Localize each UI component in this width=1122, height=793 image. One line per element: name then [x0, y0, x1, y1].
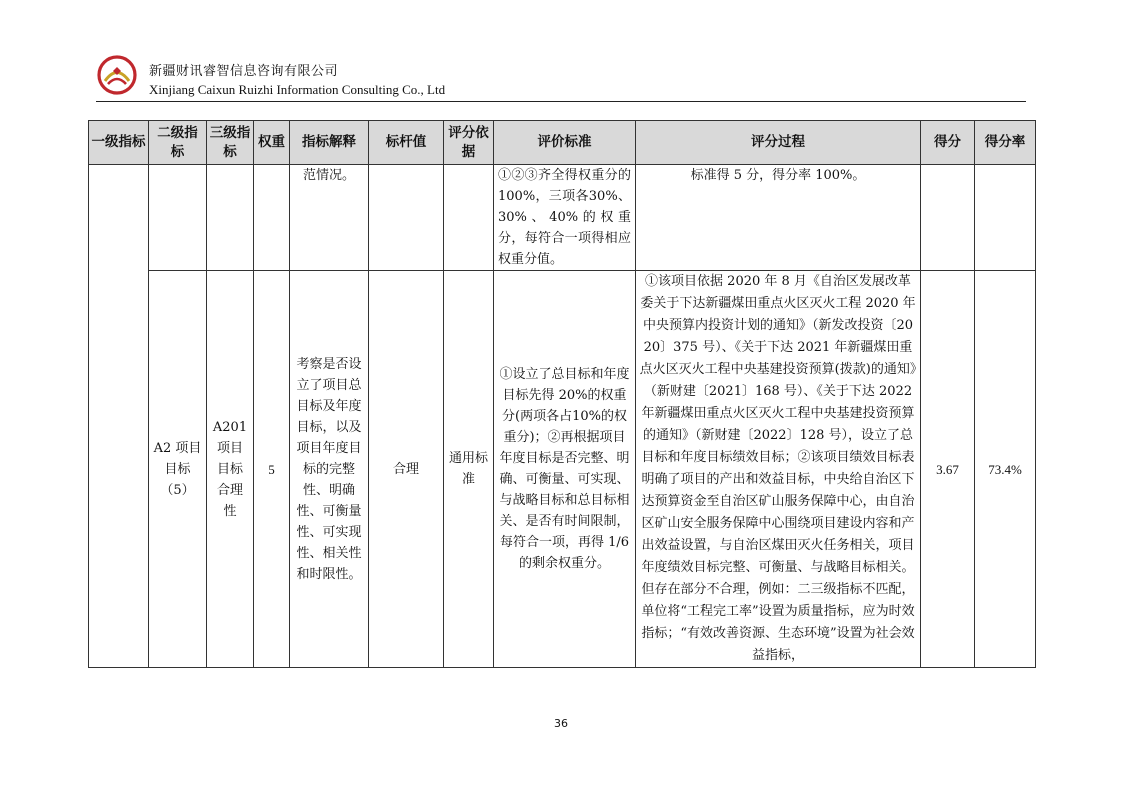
- company-name-en: Xinjiang Caixun Ruizhi Information Consulting Co., Ltd: [149, 82, 446, 97]
- cell-level3: [207, 271, 254, 668]
- header-score: 得分: [921, 121, 975, 165]
- header-benchmark: 标杆值: [369, 121, 444, 165]
- cell-basis: [444, 271, 494, 668]
- cell-level2: [149, 271, 207, 668]
- cell-explanation: [290, 271, 369, 668]
- header-rate: 得分率: [975, 121, 1036, 165]
- header-basis: 评分依据: [444, 121, 494, 165]
- cell-weight: [254, 165, 290, 271]
- header-explanation: 指标解释: [290, 121, 369, 165]
- basis-text: 通用标准: [448, 451, 488, 487]
- table-row: [89, 271, 1036, 668]
- process-text: 标准得 5 分，得分率 100%。: [690, 168, 866, 183]
- cell-score: [921, 165, 975, 271]
- cell-rate: 73.4%: [975, 271, 1036, 668]
- cell-rate: [975, 165, 1036, 271]
- page-number: 36: [554, 717, 568, 730]
- cell-level2: [149, 165, 207, 271]
- criteria-text: ①设立了总目标和年度目标先得 20%的权重分(两项各占10%的权重分)；②再根据项目年度目标是否完整、明确、可衡量、可实现、与战略目标和总目标相关、是否有时间限制，每符合一项，再得 1/6 的剩余权重分。: [499, 367, 630, 571]
- header-level2: 二级指标: [149, 121, 207, 165]
- header-divider: [96, 101, 1026, 102]
- company-logo-icon: [96, 54, 138, 96]
- header-weight: 权重: [254, 121, 290, 165]
- company-name-cn: 新疆财讯睿智信息咨询有限公司: [149, 64, 339, 79]
- cell-benchmark: [369, 165, 444, 271]
- header-process: 评分过程: [636, 121, 921, 165]
- cell-weight: 5: [254, 271, 290, 668]
- criteria-text: ①②③齐全得权重分的 100%，三项各30%、30%、40%的权重分，每符合一项得相应权重分值。: [498, 168, 631, 267]
- cell-process: [636, 271, 921, 668]
- cell-process: [636, 165, 921, 271]
- cell-criteria: [494, 165, 636, 271]
- cell-criteria: [494, 271, 636, 668]
- cell-level3: [207, 165, 254, 271]
- level3-text: A201 项目目标合理性: [212, 419, 248, 519]
- page-header: [96, 54, 1026, 102]
- table-header-row: [89, 121, 1036, 165]
- level2-text: A2 项目目标（5）: [153, 440, 202, 498]
- cell-basis: [444, 165, 494, 271]
- cell-explanation: [290, 165, 369, 271]
- cell-score: 3.67: [921, 271, 975, 668]
- explanation-text: 范情况。: [302, 168, 355, 183]
- cell-benchmark: 合理: [369, 271, 444, 668]
- table-row: [89, 165, 1036, 271]
- header-level3: 三级指标: [207, 121, 254, 165]
- cell-level1: [89, 165, 149, 668]
- header-criteria: 评价标准: [494, 121, 636, 165]
- header-level1: 一级指标: [89, 121, 149, 165]
- evaluation-table: [88, 120, 1036, 668]
- explanation-text: 考察是否设立了项目总目标及年度目标，以及项目年度目标的完整性、明确性、可衡量性、可实现性、相关性和时限性。: [296, 356, 362, 582]
- process-text: ①该项目依据 2020 年 8 月《自治区发展改革委关于下达新疆煤田重点火区灭火工程 2020 年中央预算内投资计划的通知》（新发改投资〔2020〕375 号）、《关于下达 2021 年新疆煤田重点火区灭火工程中央基建投资预算(拨款)的通知》（新财建〔2021〕168 号）、《关于下达 2022 年新疆煤田重点火区灭火工程中央基建投资预算的通知》（新财建〔2022〕128 号），设立了总目标和年度目标绩效目标；②该项目绩效目标表明确了项目的产出和效益目标，中央给自治区下达预算资金至自治区矿山服务保障中心，由自治区矿山安全服务保障中心围绕项目建设内容和产出效益设置，与自治区煤田灭火任务相关，项目年度绩效目标完整、可衡量、与战略目标相关。但存在部分不合理，例如：二三级指标不匹配，单位将“工程完工率”设置为质量指标，应为时效指标；“有效改善资源、生态环境”设置为社会效益指标，: [639, 274, 917, 663]
